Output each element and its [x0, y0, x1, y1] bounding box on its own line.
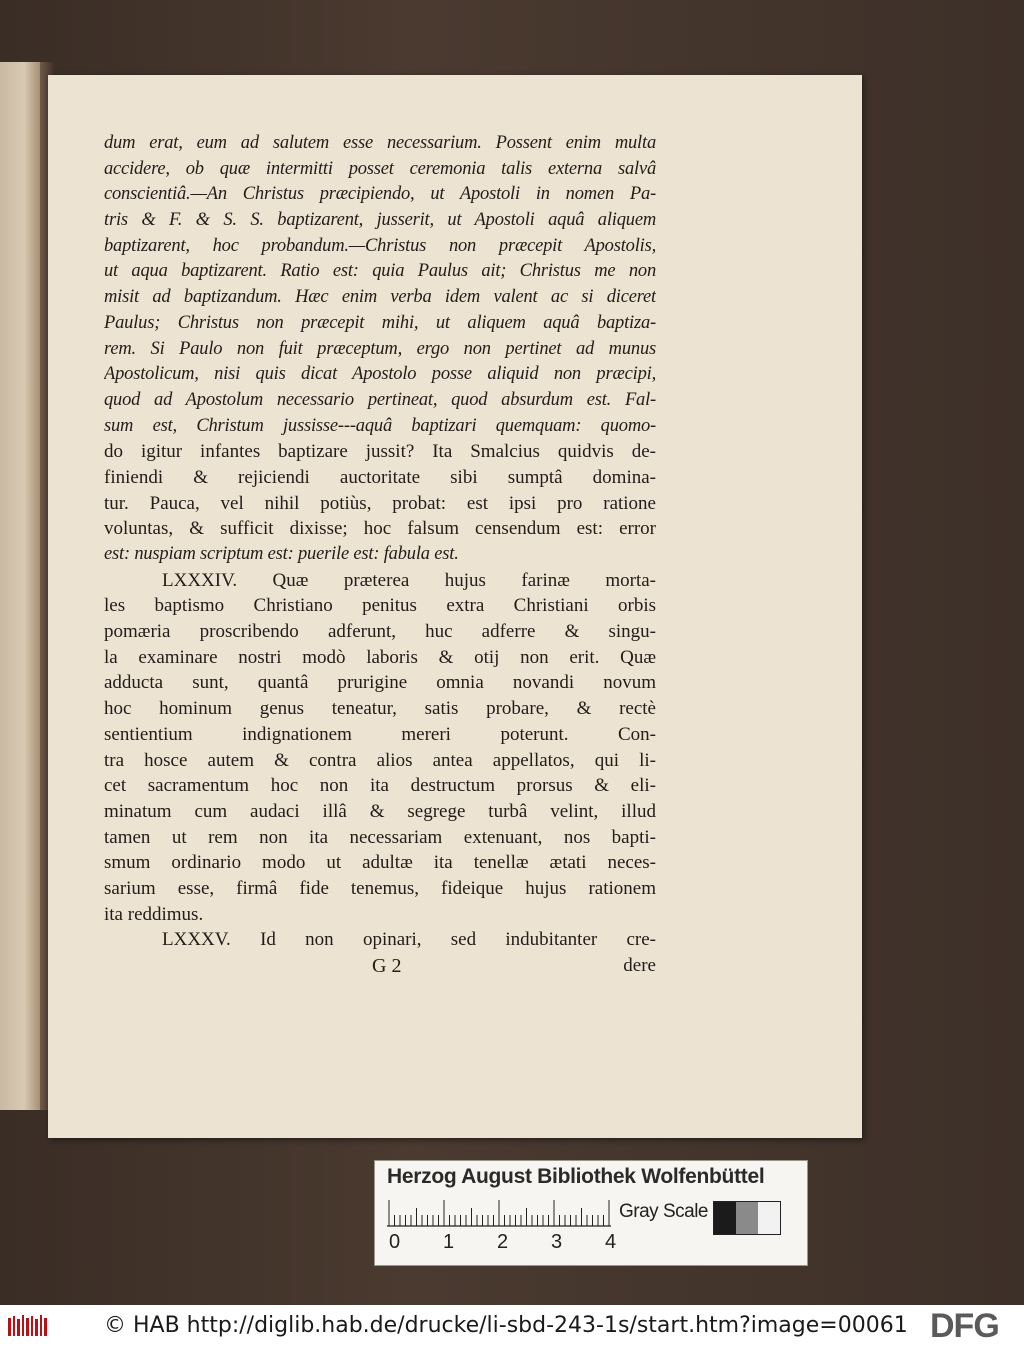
signature-mark: G 2 — [372, 955, 402, 977]
text-line: sarium esse, firmâ fide tenemus, fideique hujus rationem — [104, 877, 656, 899]
text-line: tra hosce autem & contra alios antea appellatos, qui li- — [104, 749, 656, 771]
ruler-number: 4 — [605, 1231, 617, 1253]
text-line: minatum cum audaci illâ & segrege turbâ velint, illud — [104, 800, 656, 822]
text-line: do igitur infantes baptizare jussit? Ita Smalcius quidvis de- — [104, 441, 656, 463]
text-line: les baptismo Christiano penitus extra Christiani orbis — [104, 595, 656, 617]
gray-swatch — [714, 1202, 736, 1234]
text-line: est: nuspiam scriptum est: puerile est: fabula est. — [104, 544, 459, 564]
text-line: Paulus; Christus non præcepit mihi, ut aliquem aquâ baptiza- — [104, 312, 656, 333]
text-line: quod ad Apostolum necessario pertineat, quod absurdum est. Fal- — [104, 389, 656, 410]
gray-scale-label: Gray Scale — [619, 1201, 708, 1222]
catchword: dere — [623, 955, 656, 976]
library-label-card — [374, 1160, 808, 1266]
text-line: hoc hominum genus teneatur, satis probare, & rectè — [104, 698, 656, 720]
page-footer-line — [104, 953, 656, 979]
text-line: conscientiâ.—An Christus præcipiendo, ut Apostoli in nomen Pa- — [104, 184, 656, 205]
text-line: smum ordinario modo ut adultæ ita tenellæ ætati neces- — [104, 852, 656, 874]
library-name: Herzog August Bibliothek Wolfenbüttel — [387, 1165, 765, 1188]
text-line: tris & F. & S. S. baptizarent, jusserit, ut Apostoli aquâ aliquem — [104, 210, 656, 231]
text-line: tamen ut rem non ita necessariam extenuant, nos bapti- — [104, 826, 656, 848]
ruler-number: 1 — [443, 1231, 455, 1253]
text-line: Apostolicum, nisi quis dicat Apostolo posse aliquid non præcipi, — [104, 364, 656, 385]
text-line: pomæria proscribendo adferunt, huc adferre & singu- — [104, 621, 656, 643]
measurement-ruler — [387, 1199, 623, 1227]
text-line: LXXXV. Id non opinari, sed indubitanter cre- — [162, 929, 656, 951]
ruler-number: 0 — [389, 1231, 401, 1253]
text-line: baptizarent, hoc probandum.—Christus non præcepit Apostolis, — [104, 235, 656, 256]
text-line: dum erat, eum ad salutem esse necessarium. Possent enim multa — [104, 133, 656, 153]
gray-swatch — [736, 1202, 758, 1234]
text-line: la examinare nostri modò laboris & otij non erit. Quæ — [104, 646, 656, 668]
text-line: accidere, ob quæ intermitti posset ceremonia talis externa salvâ — [104, 158, 656, 179]
hab-logo-icon — [8, 1314, 50, 1338]
ruler-numbers — [385, 1231, 625, 1257]
copyright-link-text[interactable]: © HAB http://diglib.hab.de/drucke/li-sbd-243-1s/start.htm?image=00061 — [104, 1313, 908, 1338]
text-line: rem. Si Paulo non fuit præceptum, ergo non pertinet ad munus — [104, 338, 656, 359]
gray-swatch — [758, 1202, 780, 1234]
text-line: ut aqua baptizarent. Ratio est: quia Paulus ait; Christus me non — [104, 261, 656, 282]
text-line: voluntas, & sufficit dixisse; hoc falsum censendum est: error — [104, 518, 656, 540]
text-line: tur. Pauca, vel nihil potiùs, probat: est ipsi pro ratione — [104, 492, 656, 514]
text-line: LXXXIV. Quæ præterea hujus farinæ morta- — [162, 569, 656, 591]
text-line: sentientium indignationem mereri poterunt. Con- — [104, 723, 656, 745]
text-line: sum est, Christum jussisse---aquâ baptizari quemquam: quomo- — [104, 415, 656, 436]
gray-scale-swatch — [713, 1201, 781, 1235]
dfg-logo: DFG — [930, 1307, 999, 1345]
text-line: misit ad baptizandum. Hæc enim verba idem valent ac si diceret — [104, 287, 656, 308]
book-page — [48, 75, 862, 1138]
text-line: finiendi & rejiciendi auctoritate sibi sumptâ domina- — [104, 466, 656, 488]
text-line: adducta sunt, quantâ prurigine omnia novandi novum — [104, 672, 656, 694]
text-line: cet sacramentum hoc non ita destructum prorsus & eli- — [104, 775, 656, 797]
footer-bar — [0, 1305, 1024, 1347]
ruler-number: 2 — [497, 1231, 509, 1253]
text-line: ita reddimus. — [104, 903, 204, 925]
ruler-number: 3 — [551, 1231, 563, 1253]
page-text-block — [104, 131, 656, 979]
adjacent-page-edge — [0, 62, 40, 1110]
